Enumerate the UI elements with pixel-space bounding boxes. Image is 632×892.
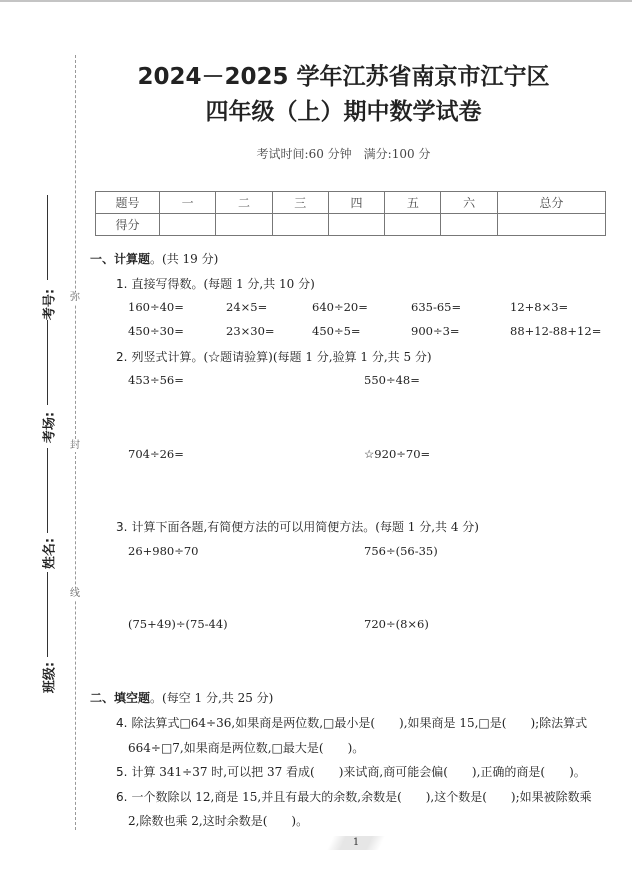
score-table	[95, 191, 606, 236]
exam-title-line2: 四年级（上）期中数学试卷	[205, 99, 482, 125]
mental-math-item: 88+12-88+12=	[510, 324, 602, 338]
header-cell: 总分	[497, 192, 605, 214]
section-2-title: 二、填空题	[90, 691, 151, 705]
question-prompt: 列竖式计算。(☆题请验算)(每题 1 分,验算 1 分,共 5 分)	[131, 350, 432, 364]
mental-math-item: 23×30=	[226, 324, 275, 338]
vertical-calc-item: 704÷26=	[128, 447, 184, 461]
vertical-calc-item: ☆920÷70=	[364, 447, 431, 461]
question-1	[116, 275, 315, 292]
section-1-heading	[90, 250, 218, 267]
mental-math-item: 160÷40=	[128, 300, 184, 314]
seal-mark-feng: 封	[70, 440, 80, 451]
exam-info: 考试时间:60 分钟 满分:100 分	[256, 147, 431, 161]
section-1-title: 一、计算题	[90, 252, 151, 266]
question-2	[116, 348, 432, 365]
question-number: 1.	[116, 277, 128, 291]
name-label: 姓名:	[42, 537, 58, 570]
header-cell: 一	[160, 192, 216, 214]
page-number-badge	[327, 836, 386, 850]
section-2-note: 。(每空 1 分,共 25 分)	[150, 691, 274, 705]
question-prompt: 直接写得数。(每题 1 分,共 10 分)	[131, 277, 315, 291]
question-number: 2.	[116, 350, 128, 364]
question-number: 3.	[116, 520, 128, 534]
score-table-score-row	[96, 214, 606, 236]
exam-room-label: 考场:	[42, 411, 58, 444]
score-cell[interactable]	[497, 214, 605, 236]
section-2-heading	[90, 689, 273, 706]
simplify-calc-item: 756÷(56-35)	[364, 544, 438, 558]
mental-math-item: 635-65=	[411, 300, 462, 314]
score-table-header-row	[96, 192, 606, 214]
mental-math-item: 12+8×3=	[510, 300, 569, 314]
vertical-calc-item: 550÷48=	[364, 373, 420, 387]
question-number: 4.	[116, 716, 128, 730]
vertical-calc-item: 453÷56=	[128, 373, 184, 387]
exam-title-line1: 2024－2025 学年江苏省南京市江宁区	[137, 64, 550, 90]
header-cell: 二	[216, 192, 272, 214]
header-cell: 题号	[96, 192, 160, 214]
seal-mark-xian: 线	[70, 588, 80, 599]
class-label: 班级:	[42, 661, 58, 694]
question-3	[116, 518, 479, 535]
page-number: 1	[352, 837, 360, 848]
top-border	[0, 0, 632, 2]
simplify-calc-item: (75+49)÷(75-44)	[128, 617, 228, 631]
mental-math-item: 24×5=	[226, 300, 268, 314]
question-4	[116, 714, 587, 731]
class-line[interactable]	[47, 572, 48, 657]
exam-number-label: 考号:	[42, 288, 58, 321]
section-1-note: 。(共 19 分)	[150, 252, 219, 266]
question-text: 除法算式□64÷36,如果商是两位数,□最小是( ),如果商是 15,□是( );除法算式	[131, 716, 588, 730]
header-cell: 六	[441, 192, 497, 214]
mental-math-item: 450÷5=	[312, 324, 361, 338]
score-cell[interactable]	[328, 214, 384, 236]
mental-math-item: 640÷20=	[312, 300, 368, 314]
score-cell[interactable]	[160, 214, 216, 236]
simplify-calc-item: 720÷(8×6)	[364, 617, 429, 631]
mental-math-item: 900÷3=	[411, 324, 460, 338]
question-prompt: 计算下面各题,有简便方法的可以用简便方法。(每题 1 分,共 4 分)	[131, 520, 479, 534]
header-cell: 四	[328, 192, 384, 214]
simplify-calc-item: 26+980÷70	[128, 544, 199, 558]
question-4-continued: 664÷□7,如果商是两位数,□最大是( )。	[128, 741, 365, 755]
seal-mark-mi: 弥	[70, 292, 80, 303]
question-number: 6.	[116, 790, 128, 804]
score-row-label: 得分	[96, 214, 160, 236]
exam-room-line[interactable]	[47, 320, 48, 405]
header-cell: 三	[272, 192, 328, 214]
header-cell: 五	[385, 192, 441, 214]
score-cell[interactable]	[385, 214, 441, 236]
score-cell[interactable]	[216, 214, 272, 236]
score-cell[interactable]	[441, 214, 497, 236]
score-cell[interactable]	[272, 214, 328, 236]
exam-number-line[interactable]	[47, 195, 48, 280]
question-5	[116, 763, 586, 780]
question-6-continued: 2,除数也乘 2,这时余数是( )。	[128, 814, 309, 828]
question-text: 计算 341÷37 时,可以把 37 看成( )来试商,商可能会偏( ),正确的商是( )。	[131, 765, 586, 779]
question-number: 5.	[116, 765, 128, 779]
question-6	[116, 788, 592, 805]
question-text: 一个数除以 12,商是 15,并且有最大的余数,余数是( ),这个数是( );如果被除数乘	[131, 790, 592, 804]
name-line[interactable]	[47, 448, 48, 533]
mental-math-item: 450÷30=	[128, 324, 184, 338]
